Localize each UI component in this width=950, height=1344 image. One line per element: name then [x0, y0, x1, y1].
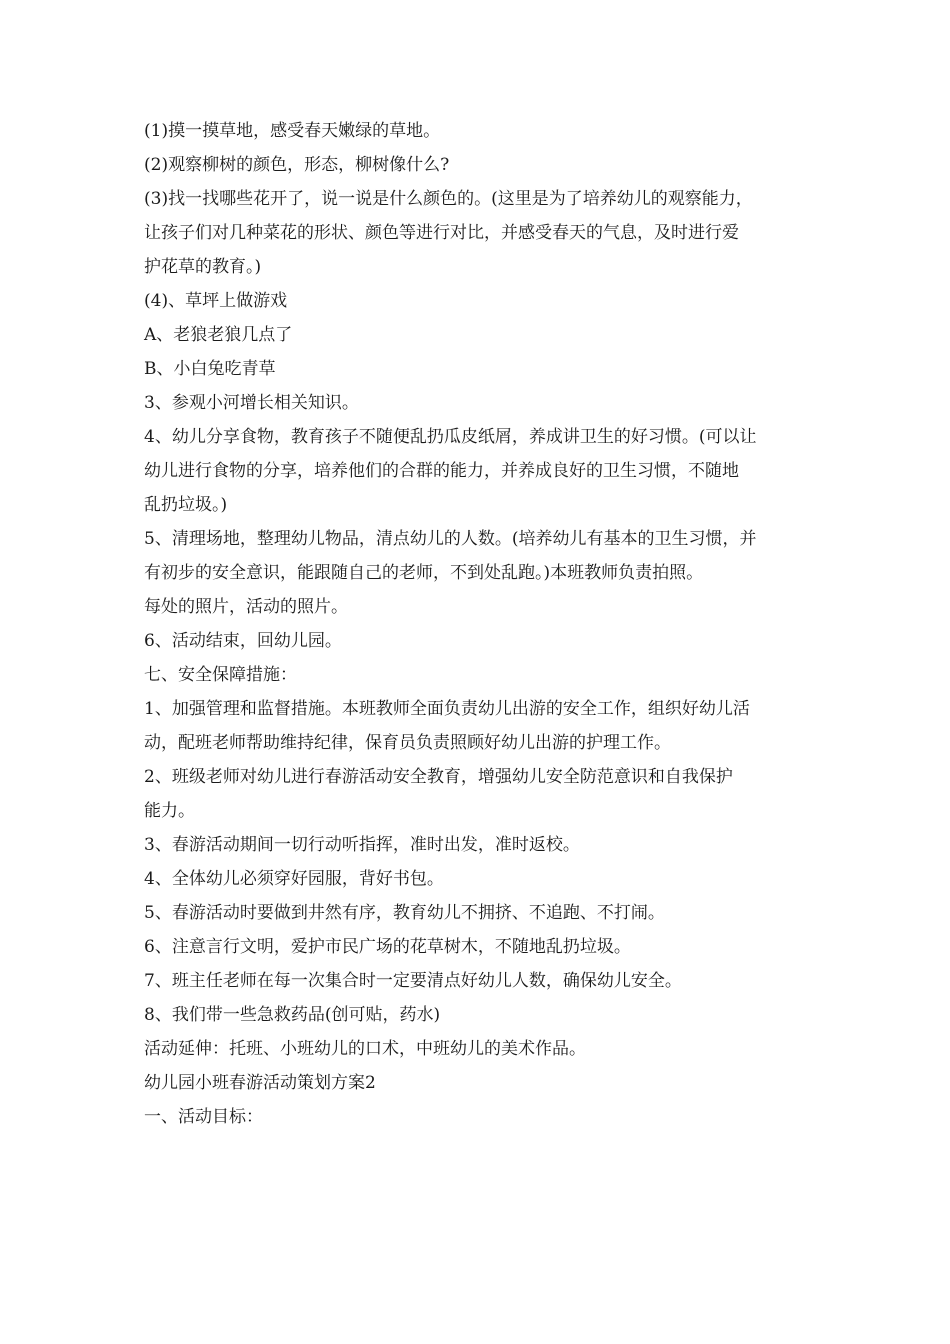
text-line: (3)找一找哪些花开了，说一说是什么颜色的。(这里是为了培养幼儿的观察能力， [144, 189, 753, 209]
document-body [144, 120, 812, 1128]
text-line: 乱扔垃圾。) [144, 495, 228, 515]
text-line: (4)、草坪上做游戏 [144, 291, 288, 311]
text-line: 护花草的教育。) [144, 257, 262, 277]
text-line: 6、注意言行文明，爱护市民广场的花草树木，不随地乱扔垃圾。 [144, 937, 631, 957]
document-page [144, 120, 812, 1140]
text-line: 1、加强管理和监督措施。本班教师全面负责幼儿出游的安全工作，组织好幼儿活 [144, 699, 750, 719]
text-line: 8、我们带一些急救药品(创可贴，药水) [144, 1005, 441, 1025]
text-line: 幼儿进行食物的分享，培养他们的合群的能力，并养成良好的卫生习惯，不随地 [144, 461, 739, 481]
text-line: 3、参观小河增长相关知识。 [144, 393, 359, 413]
text-line: 能力。 [144, 801, 195, 821]
text-line: 活动延伸：托班、小班幼儿的口术，中班幼儿的美术作品。 [144, 1039, 586, 1059]
text-line: 动，配班老师帮助维持纪律，保育员负责照顾好幼儿出游的护理工作。 [144, 733, 671, 753]
section-heading: 七、安全保障措施： [144, 665, 297, 685]
text-line: 4、全体幼儿必须穿好园服，背好书包。 [144, 869, 444, 889]
text-line: (1)摸一摸草地，感受春天嫩绿的草地。 [144, 121, 441, 141]
text-line: A、老狼老狼几点了 [144, 325, 293, 345]
text-line: 3、春游活动期间一切行动听指挥，准时出发，准时返校。 [144, 835, 580, 855]
text-line: 2、班级老师对幼儿进行春游活动安全教育，增强幼儿安全防范意识和自我保护 [144, 767, 733, 787]
document-title: 幼儿园小班春游活动策划方案2 [144, 1073, 376, 1093]
text-line: 5、清理场地，整理幼儿物品，清点幼儿的人数。(培养幼儿有基本的卫生习惯，并 [144, 529, 757, 549]
text-line: 6、活动结束，回幼儿园。 [144, 631, 342, 651]
text-line: 让孩子们对几种菜花的形状、颜色等进行对比，并感受春天的气息，及时进行爱 [144, 223, 739, 243]
text-line: 有初步的安全意识，能跟随自己的老师，不到处乱跑。)本班教师负责拍照。 [144, 563, 704, 583]
text-line: 7、班主任老师在每一次集合时一定要清点好幼儿人数，确保幼儿安全。 [144, 971, 682, 991]
text-line: 4、幼儿分享食物，教育孩子不随便乱扔瓜皮纸屑，养成讲卫生的好习惯。(可以让 [144, 427, 757, 447]
text-line: B、小白兔吃青草 [144, 359, 276, 379]
text-line: (2)观察柳树的颜色，形态，柳树像什么? [144, 155, 450, 175]
text-line: 5、春游活动时要做到井然有序，教育幼儿不拥挤、不追跑、不打闹。 [144, 903, 665, 923]
section-heading: 一、活动目标： [144, 1107, 263, 1127]
text-line: 每处的照片，活动的照片。 [144, 597, 348, 617]
